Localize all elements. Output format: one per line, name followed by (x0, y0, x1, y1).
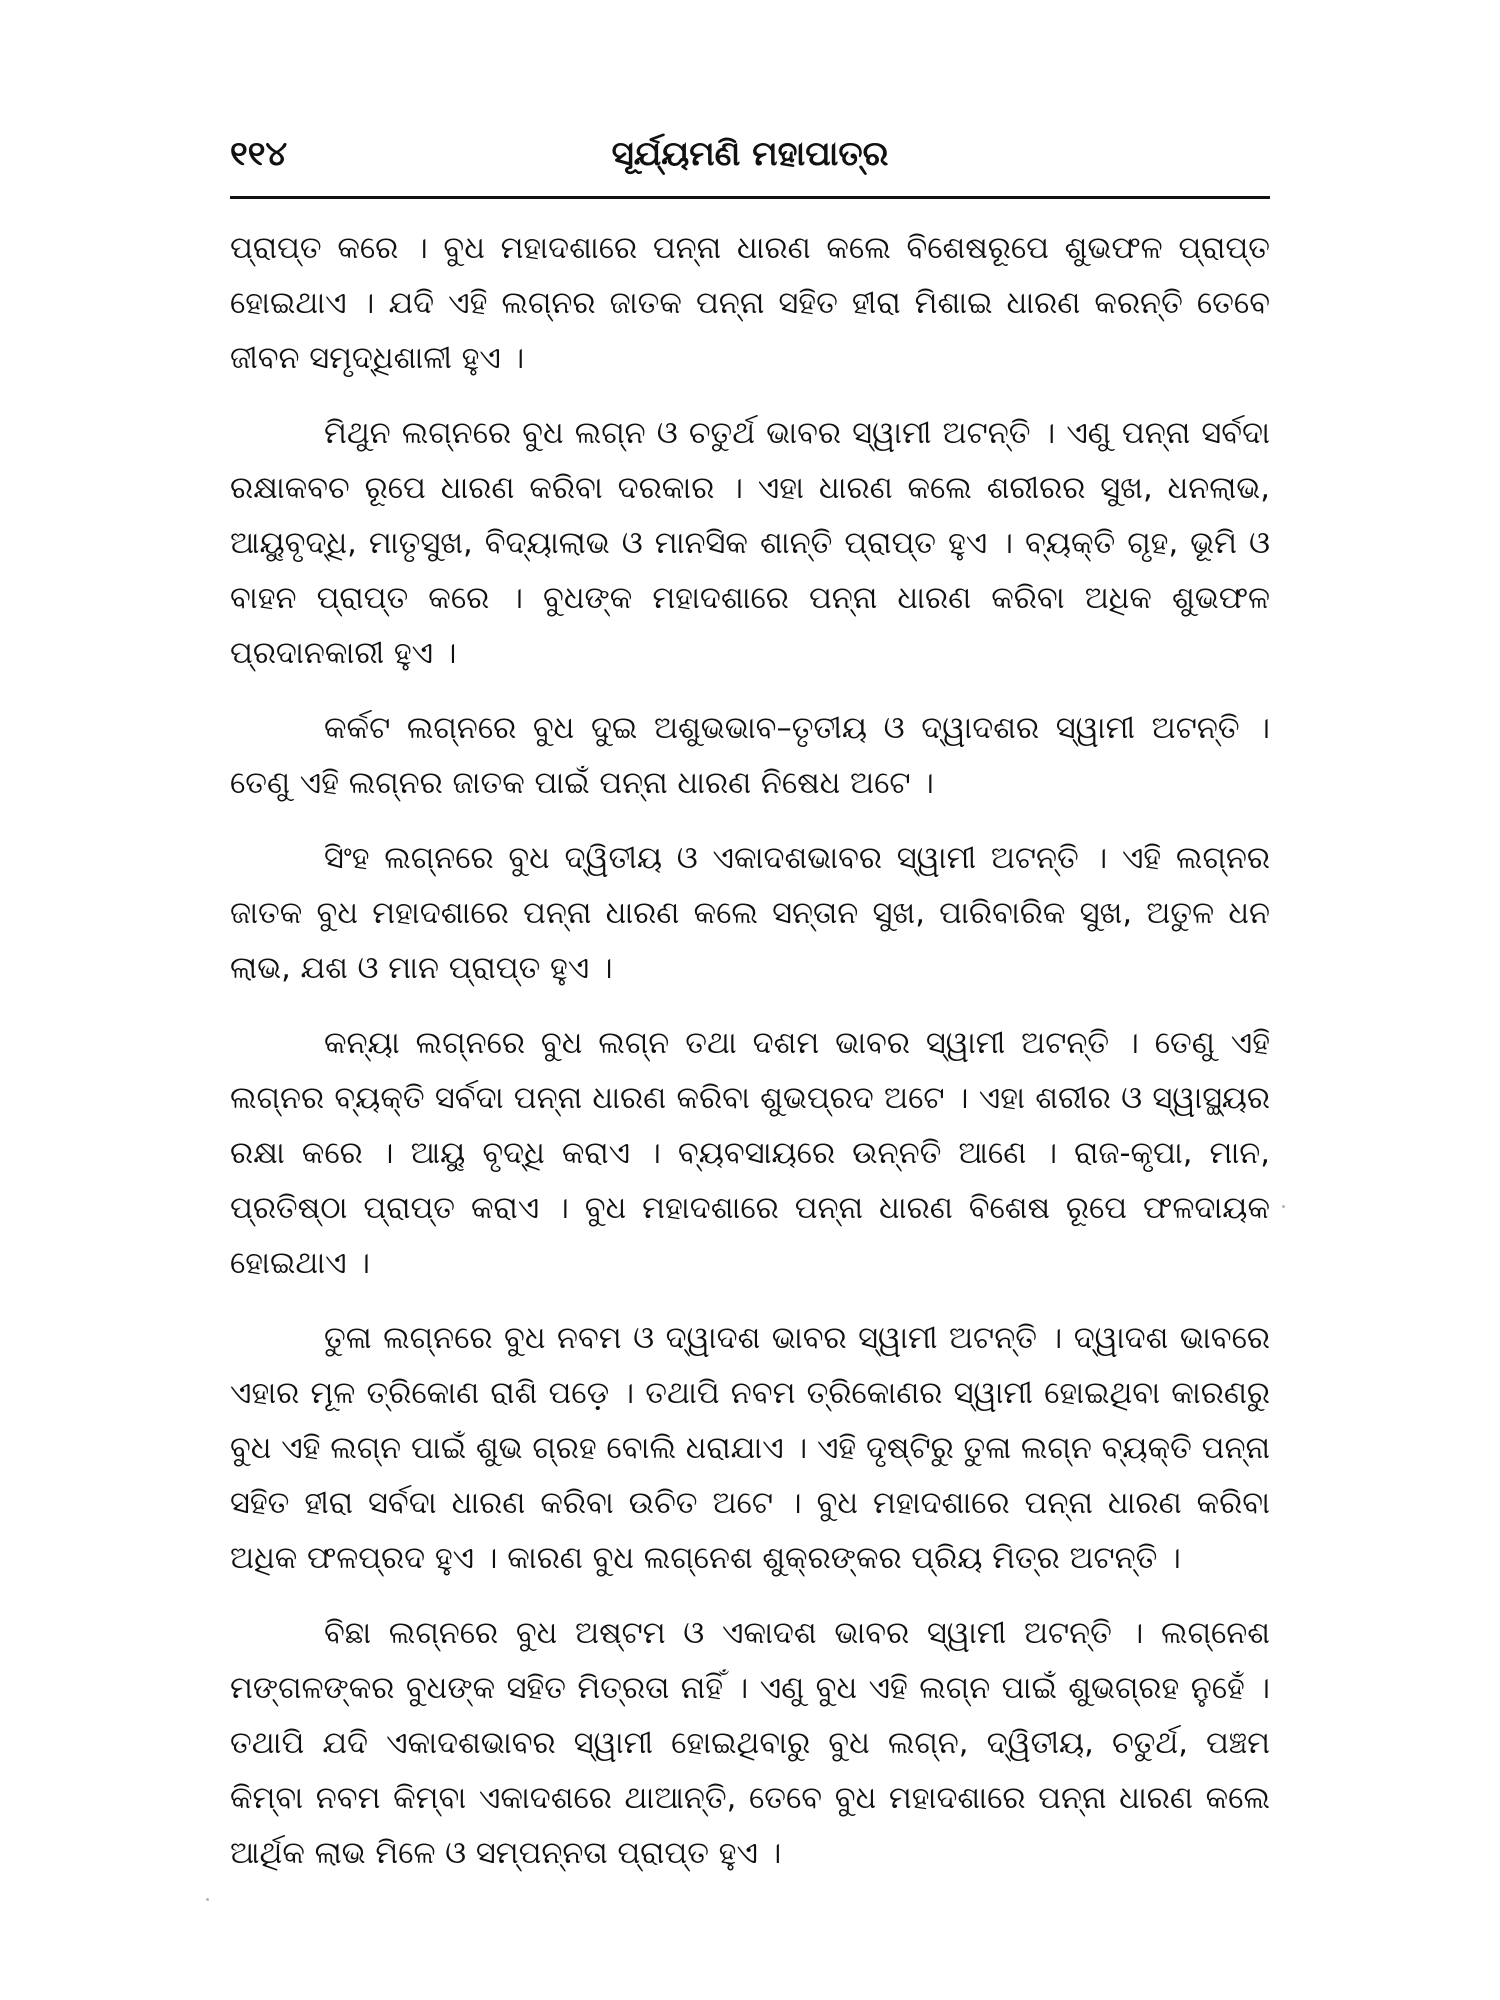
book-page (230, 120, 1270, 1920)
paragraph-tula: ତୁଳା ଲଗ୍ନରେ ବୁଧ ନବମ ଓ ଦ୍ୱାଦଶ ଭାବର ସ୍ୱାମୀ ଅଟନ୍ତି । ଦ୍ୱାଦଶ ଭାବରେ ଏହାର ମୂଳ ତ୍ରିକୋଣ ରାଶି ପଡ଼େ । ତଥାପି ନବମ ତ୍ରିକୋଣର ସ୍ୱାମୀ ହୋଇଥିବା କାରଣରୁ ବୁଧ ଏହି ଲଗ୍ନ ପାଇଁ ଶୁଭ ଗ୍ରହ ବୋଲି ଧରାଯାଏ । ଏହି ଦୃଷ୍ଟିରୁ ତୁଳା ଲଗ୍ନ ବ୍ୟକ୍ତି ପନ୍ନା ସହିତ ହୀରା ସର୍ବଦା ଧାରଣ କରିବା ଉଚିତ ଅଟେ । ବୁଧ ମହାଦଶାରେ ପନ୍ନା ଧାରଣ କରିବା ଅଧିକ ଫଳପ୍ରଦ ହୁଏ । କାରଣ ବୁଧ ଲଗ୍ନେଶ ଶୁକ୍ରଙ୍କର ପ୍ରିୟ ମିତ୍ର ଅଟନ୍ତି । (230, 1321, 1270, 1576)
paragraph-simha: ସିଂହ ଲଗ୍ନରେ ବୁଧ ଦ୍ୱିତୀୟ ଓ ଏକାଦଶଭାବର ସ୍ୱାମୀ ଅଟନ୍ତି । ଏହି ଲଗ୍ନର ଜାତକ ବୁଧ ମହାଦଶାରେ ପନ୍ନା ଧାରଣ କଲେ ସନ୍ତାନ ସୁଖ, ପାରିବାରିକ ସୁଖ, ଅତୁଳ ଧନ ଲାଭ, ଯଶ ଓ ମାନ ପ୍ରାପ୍ତ ହୁଏ । (230, 841, 1270, 986)
paper-speck (1282, 1205, 1285, 1208)
paragraph-mithuna: ମିଥୁନ ଲଗ୍ନରେ ବୁଧ ଲଗ୍ନ ଓ ଚତୁର୍ଥ ଭାବର ସ୍ୱାମୀ ଅଟନ୍ତି । ଏଣୁ ପନ୍ନା ସର୍ବଦା ରକ୍ଷାକବଚ ରୂପେ ଧାରଣ କରିବା ଦରକାର । ଏହା ଧାରଣ କଲେ ଶରୀରର ସୁଖ, ଧନଲାଭ, ଆୟୁବୃଦ୍ଧି, ମାତୃସୁଖ, ବିଦ୍ୟାଲାଭ ଓ ମାନସିକ ଶାନ୍ତି ପ୍ରାପ୍ତ ହୁଏ । ବ୍ୟକ୍ତି ଗୃହ, ଭୂମି ଓ ବାହନ ପ୍ରାପ୍ତ କରେ । ବୁଧଙ୍କ ମହାଦଶାରେ ପନ୍ନା ଧାରଣ କରିବା ଅଧିକ ଶୁଭଫଳ ପ୍ରଦାନକାରୀ ହୁଏ । (230, 416, 1270, 671)
paragraph-bichha: ବିଛା ଲଗ୍ନରେ ବୁଧ ଅଷ୍ଟମ ଓ ଏକାଦଶ ଭାବର ସ୍ୱାମୀ ଅଟନ୍ତି । ଲଗ୍ନେଶ ମଙ୍ଗଳଙ୍କର ବୁଧଙ୍କ ସହିତ ମିତ୍ରତା ନାହିଁ । ଏଣୁ ବୁଧ ଏହି ଲଗ୍ନ ପାଇଁ ଶୁଭଗ୍ରହ ନୁହେଁ । ତଥାପି ଯଦି ଏକାଦଶଭାବର ସ୍ୱାମୀ ହୋଇଥିବାରୁ ବୁଧ ଲଗ୍ନ, ଦ୍ୱିତୀୟ, ଚତୁର୍ଥ, ପଞ୍ଚମ କିମ୍ବା ନବମ କିମ୍ବା ଏକାଦଶରେ ଥାଆନ୍ତି, ତେବେ ବୁଧ ମହାଦଶାରେ ପନ୍ନା ଧାରଣ କଲେ ଆର୍ଥିକ ଲାଭ ମିଳେ ଓ ସମ୍ପନ୍ନତା ପ୍ରାପ୍ତ ହୁଏ । (230, 1616, 1270, 1871)
page-header (230, 120, 1270, 199)
running-title: ସୂର୍ଯ୍ୟମଣି ମହାପାତ୍ର (611, 134, 889, 174)
paragraph-kanya: କନ୍ୟା ଲଗ୍ନରେ ବୁଧ ଲଗ୍ନ ତଥା ଦଶମ ଭାବର ସ୍ୱାମୀ ଅଟନ୍ତି । ତେଣୁ ଏହି ଲଗ୍ନର ବ୍ୟକ୍ତି ସର୍ବଦା ପନ୍ନା ଧାରଣ କରିବା ଶୁଭପ୍ରଦ ଅଟେ । ଏହା ଶରୀର ଓ ସ୍ୱାସ୍ଥ୍ୟର ରକ୍ଷା କରେ । ଆୟୁ ବୃଦ୍ଧି କରାଏ । ବ୍ୟବସାୟରେ ଉନ୍ନତି ଆଣେ । ରାଜ-କୃପା, ମାନ, ପ୍ରତିଷ୍ଠା ପ୍ରାପ୍ତ କରାଏ । ବୁଧ ମହାଦଶାରେ ପନ୍ନା ଧାରଣ ବିଶେଷ ରୂପେ ଫଳଦାୟକ ହୋଇଥାଏ । (230, 1026, 1270, 1281)
paper-speck (206, 1898, 209, 1901)
page-number: ୧୧୪ (230, 134, 288, 174)
body-text (230, 221, 1270, 1881)
paragraph-continuation: ପ୍ରାପ୍ତ କରେ । ବୁଧ ମହାଦଶାରେ ପନ୍ନା ଧାରଣ କଲେ ବିଶେଷରୂପେ ଶୁଭଫଳ ପ୍ରାପ୍ତ ହୋଇଥାଏ । ଯଦି ଏହି ଲଗ୍ନର ଜାତକ ପନ୍ନା ସହିତ ହୀରା ମିଶାଇ ଧାରଣ କରନ୍ତି ତେବେ ଜୀବନ ସମୃଦ୍ଧିଶାଳୀ ହୁଏ । (230, 231, 1270, 376)
paragraph-karkata: କର୍କଟ ଲଗ୍ନରେ ବୁଧ ଦୁଇ ଅଶୁଭଭାବ–ତୃତୀୟ ଓ ଦ୍ୱାଦଶର ସ୍ୱାମୀ ଅଟନ୍ତି । ତେଣୁ ଏହି ଲଗ୍ନର ଜାତକ ପାଇଁ ପନ୍ନା ଧାରଣ ନିଷେଧ ଅଟେ । (230, 711, 1270, 801)
